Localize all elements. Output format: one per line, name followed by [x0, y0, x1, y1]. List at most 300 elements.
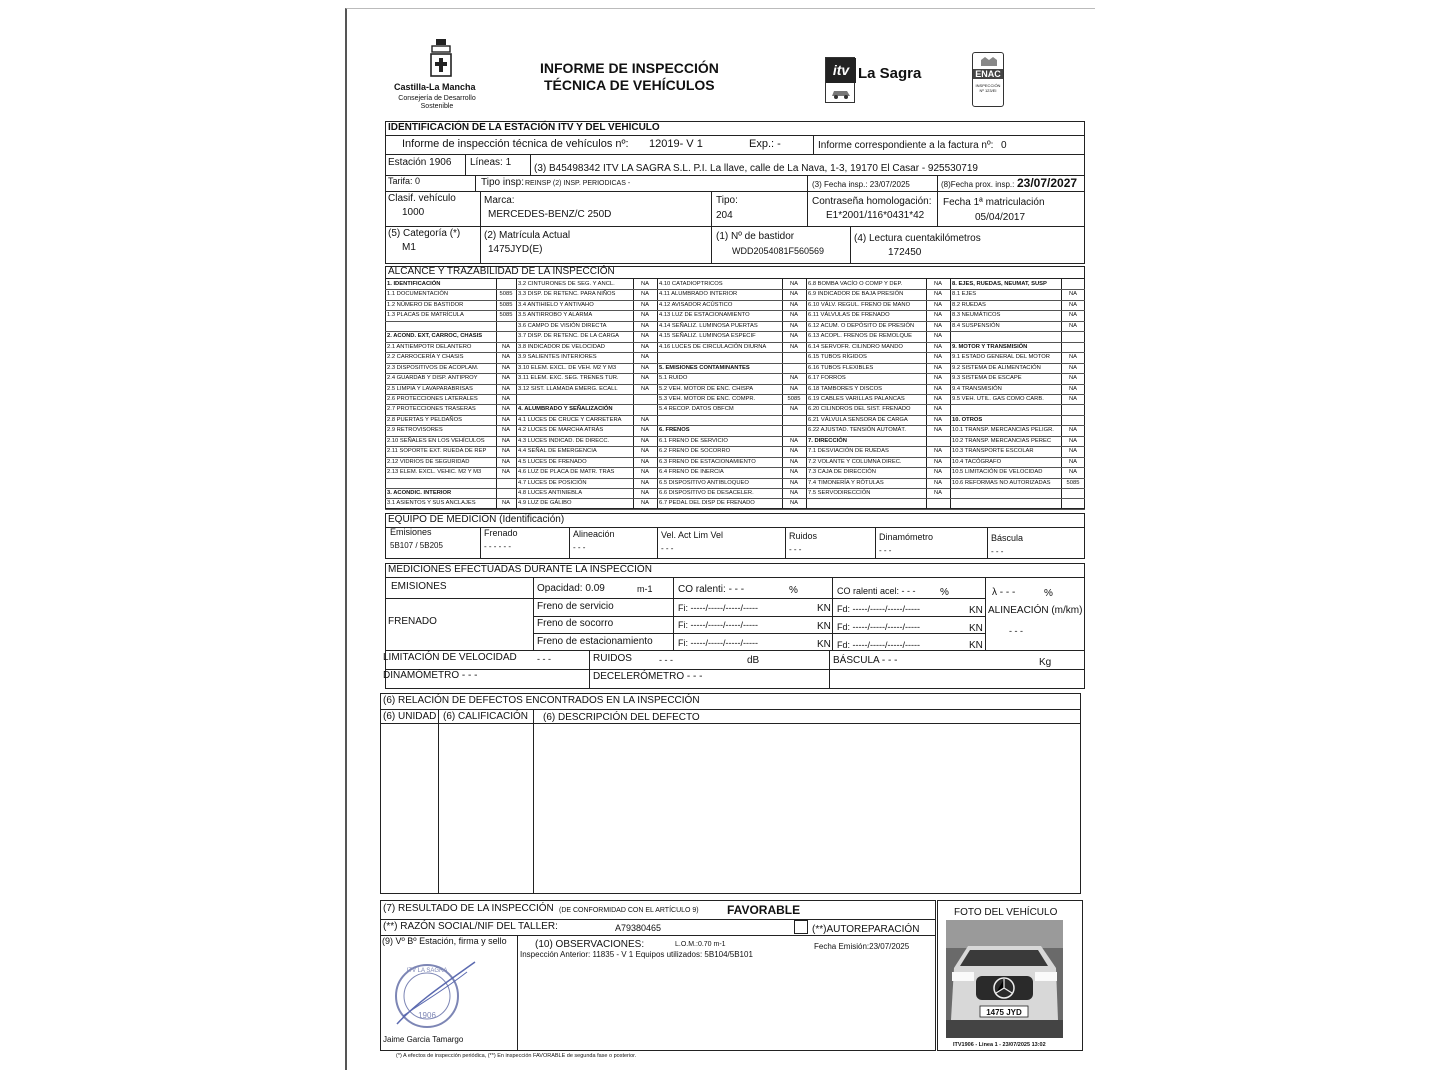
categoria-value: M1 — [402, 242, 416, 253]
alcance-item-value: NA — [1068, 312, 1078, 319]
equipo-ruidos-label: Ruidos — [789, 531, 818, 541]
alcance-item-label: 7. DIRECCIÓN — [808, 437, 847, 444]
alcance-item-value: 5085 — [499, 301, 513, 308]
alcance-item-label: 6.18 TAMBORES Y DISCOS — [808, 385, 882, 392]
tipo-insp: REINSP (2) INSP. PERIODICAS - — [525, 180, 631, 187]
alcance-item-value: NA — [789, 322, 799, 329]
alcance-item-value: NA — [933, 458, 943, 465]
alcance-item-label: 3.2 CINTURONES DE SEG. Y ANCL. — [518, 281, 615, 287]
plate-text: 1475 JYD — [986, 1008, 1022, 1017]
alcance-heading: ALCANCE Y TRAZABILIDAD DE LA INSPECCIÓN — [388, 266, 615, 277]
alcance-item-value: NA — [501, 469, 511, 476]
alcance-item-label: 6.12 ACUM. O DEPÓSITO DE PRESIÓN — [808, 322, 915, 329]
alcance-item-label: 4.5 LUCES DE FRENADO — [518, 458, 587, 465]
alcance-item-value: NA — [933, 343, 943, 350]
alcance-item-value: NA — [501, 343, 511, 350]
alcance-item-value: NA — [1068, 291, 1078, 298]
freno-servicio-fi-unit: KN — [817, 603, 831, 614]
lom-value: L.O.M.:0.70 m-1 — [675, 941, 726, 948]
alcance-item-label: 2.8 PUERTAS Y PELDAÑOS — [387, 416, 462, 423]
alcance-item-value: NA — [789, 333, 799, 340]
alcance-item-label: 1.2 NÚMERO DE BASTIDOR — [387, 301, 464, 308]
freno-socorro: Freno de socorro — [537, 618, 614, 629]
alcance-item-label: 8.1 EJES — [952, 291, 977, 298]
tipo-insp-label: Tipo insp: — [481, 177, 524, 188]
ruidos-unit: dB — [747, 655, 760, 666]
alcance-item-label: 4.9 LUZ DE GÁLIBO — [518, 500, 572, 507]
alcance-item-label: 6.22 AJUSTAD. TENSIÓN AUTOMÁT. — [808, 427, 906, 434]
alcance-item-value: NA — [640, 354, 650, 361]
region-department: Consejería de Desarrollo Sostenible — [398, 95, 476, 111]
alcance-item-label: 6.17 FORROS — [808, 375, 846, 382]
alcance-item-label: 9.1 ESTADO GENERAL DEL MOTOR — [952, 354, 1050, 361]
tipo-value: 204 — [716, 210, 733, 221]
alcance-item-label: 9.2 SISTEMA DE ALIMENTACIÓN — [952, 364, 1041, 371]
alcance-item-value: NA — [501, 458, 511, 465]
co-ralenti: CO ralenti: - - - — [678, 584, 745, 595]
alcance-item-label: 9.4 TRANSMISIÓN — [952, 385, 1002, 392]
freno-socorro-fi-unit: KN — [817, 621, 831, 632]
resultado-value: FAVORABLE — [727, 903, 801, 917]
alcance-item-label: 4.13 LUZ DE ESTACIONAMIENTO — [659, 312, 750, 319]
alcance-item-label: 5.4 RECOP. DATOS OBFCM — [659, 406, 734, 413]
bastidor-value: WDD2054081F560569 — [732, 246, 825, 256]
alcance-item-value: NA — [640, 500, 650, 507]
co-ralenti-acel: CO ralenti acel: - - - — [837, 586, 916, 596]
alcance-item-value: 5085 — [499, 291, 513, 298]
alcance-item-value: NA — [501, 437, 511, 444]
alcance-item-label: 10. OTROS — [952, 416, 983, 423]
equipo-emisiones: 5B107 / 5B205 — [390, 541, 443, 550]
report-title-line2: TÉCNICA DE VEHÍCULOS — [544, 77, 715, 93]
alcance-item-label: 4. ALUMBRADO Y SEÑALIZACIÓN — [518, 406, 613, 413]
autoreparacion-label: (**)AUTOREPARACIÓN — [812, 924, 920, 935]
alcance-item-label: 10.3 TRANSPORTE ESCOLAR — [952, 448, 1034, 455]
alcance-item-label: 3.1 ASIENTOS Y SUS ANCLAJES — [387, 500, 476, 507]
alcance-item-label: 6.21 VÁLVULA SENSORA DE CARGA — [808, 416, 908, 423]
foto-label: FOTO DEL VEHÍCULO — [954, 907, 1058, 918]
alcance-item-value: NA — [789, 469, 799, 476]
resultado-articulo: (DE CONFORMIDAD CON EL ARTÍCULO 9) — [559, 907, 699, 914]
alcance-item-value: NA — [1068, 469, 1078, 476]
vehicle-photo — [946, 920, 1063, 1038]
alcance-item-value: NA — [1068, 354, 1078, 361]
equipo-frenado-label: Frenado — [484, 528, 518, 538]
alcance-item-value: NA — [789, 343, 799, 350]
alcance-item-label: 7.5 SERVODIRECCIÓN — [808, 490, 871, 496]
alcance-item-label: 6.4 FRENO DE INERCIA — [659, 469, 724, 476]
lambda-unit: % — [1044, 588, 1053, 599]
station-brand: La Sagra — [858, 65, 922, 82]
alcance-item-label: 10.2 TRANSP. MERCANCIAS PEREC — [952, 437, 1052, 444]
alcance-item-value: NA — [789, 490, 799, 496]
alcance-item-label: 4.4 SEÑAL DE EMERGENCIA — [518, 448, 597, 455]
equipo-bascula-label: Báscula — [991, 533, 1024, 543]
alcance-item-label: 2.10 SEÑALES EN LOS VEHÍCULOS — [387, 437, 485, 444]
freno-socorro-fd-unit: KN — [969, 623, 983, 634]
alcance-item-label: 5.3 VEH. MOTOR DE ENC. COMPR. — [659, 395, 756, 402]
alcance-item-label: 4.14 SEÑALIZ. LUMINOSA PUERTAS — [659, 322, 758, 329]
castilla-la-mancha-crest-icon — [427, 37, 455, 81]
alcance-item-value: NA — [1068, 322, 1078, 329]
equipo-heading: EQUIPO DE MEDICIÓN (Identificación) — [388, 514, 565, 525]
alcance-item-label: 3.12 SIST. LLAMADA EMERG. ECALL — [518, 385, 618, 392]
inspeccion-anterior: Inspección Anterior: 11835 - V 1 Equipos utilizados: 5B104/5B101 — [520, 950, 753, 959]
alcance-item-label: 3.4 ANTIHIELO Y ANTIVAHO — [518, 301, 594, 308]
alcance-item-label: 4.3 LUCES INDICAD. DE DIRECC. — [518, 437, 610, 444]
alcance-item-value: NA — [1068, 301, 1078, 308]
alcance-item-value: NA — [640, 448, 650, 455]
alcance-item-label: 3.5 ANTIRROBO Y ALARMA — [518, 312, 593, 319]
alcance-item-label: 6.2 FRENO DE SOCORRO — [659, 448, 731, 455]
alcance-item-label: 6.15 TUBOS RÍGIDOS — [808, 354, 867, 361]
alcance-item-value: NA — [933, 385, 943, 392]
alcance-item-label: 9.3 SISTEMA DE ESCAPE — [952, 375, 1022, 382]
alcance-item-value: NA — [640, 291, 650, 298]
alcance-item-label: 2.12 VIDRIOS DE SEGURIDAD — [387, 458, 470, 465]
alcance-item-label: 3.8 INDICADOR DE VELOCIDAD — [518, 343, 605, 350]
alcance-item-label: 6.8 BOMBA VACÍO O COMP Y DEP. — [808, 281, 903, 287]
alcance-item-value: NA — [933, 312, 943, 319]
alcance-item-value: NA — [933, 354, 943, 361]
alcance-item-label: 8. EJES, RUEDAS, NEUMAT, SUSP — [952, 281, 1047, 287]
alcance-item-label: 6.10 VÁLV. REGUL. FRENO DE MANO — [808, 301, 911, 308]
lines: Líneas: 1 — [470, 157, 512, 168]
firmante: Jaime Garcia Tamargo — [383, 1035, 464, 1044]
alcance-item-value: NA — [933, 427, 943, 434]
alcance-item-label: 1.1 DOCUMENTACIÓN — [387, 291, 449, 298]
fecha-emision: Fecha Emisión:23/07/2025 — [814, 942, 910, 951]
freno-estacionamiento-fd-unit: KN — [969, 640, 983, 651]
alcance-item-value: NA — [789, 479, 799, 486]
alcance-item-value: NA — [1068, 448, 1078, 455]
inspection-report-page — [345, 8, 1095, 1070]
alcance-item-label: 6.3 FRENO DE ESTACIONAMIENTO — [659, 458, 756, 465]
alcance-item-value: NA — [1068, 427, 1078, 434]
alcance-item-label: 4.7 LUCES DE POSICIÓN — [518, 479, 587, 486]
equipo-dinamometro: - - - — [879, 546, 892, 555]
alcance-item-value: NA — [933, 416, 943, 423]
fecha-prox-label: (8)Fecha prox. insp.: — [941, 180, 1015, 189]
alcance-item-value: NA — [789, 312, 799, 319]
alcance-item-value: NA — [640, 301, 650, 308]
alcance-item-label: 4.12 AVISADOR ACÚSTICO — [659, 301, 733, 308]
alcance-item-value: NA — [933, 322, 943, 329]
fecha-prox: 23/07/2027 — [1017, 176, 1078, 190]
alcance-item-label: 4.2 LUCES DE MARCHA ATRÁS — [518, 427, 604, 434]
alcance-item-label: 7.4 TIMONERÍA Y RÓTULAS — [808, 479, 884, 486]
contrasena-label: Contraseña homologación: — [812, 196, 932, 207]
alcance-item-value: NA — [501, 416, 511, 423]
alcance-item-value: NA — [1068, 458, 1078, 465]
alcance-item-value: NA — [933, 375, 943, 382]
alcance-item-value: NA — [789, 448, 799, 455]
alcance-item-value: NA — [789, 437, 799, 444]
alcance-item-value: NA — [933, 469, 943, 476]
alcance-item-label: 3.11 ELEM. EXC. SEG. TRENES TUR. — [518, 375, 619, 382]
equipo-alineacion-label: Alineación — [573, 529, 615, 539]
alcance-item-label: 4.6 LUZ DE PLACA DE MATR. TRAS — [518, 469, 615, 476]
region-name: Castilla-La Mancha — [394, 82, 476, 92]
alcance-item-label: 6.20 CILINDROS DEL SIST. FRENADO — [808, 406, 911, 413]
marca-label: Marca: — [484, 195, 515, 206]
tarifa: Tarifa: 0 — [388, 176, 421, 186]
mediciones-heading: MEDICIONES EFECTUADAS DURANTE LA INSPECCIÓN — [388, 564, 652, 575]
alcance-item-label: 3.10 ELEM. EXCL. DE VEH. M2 Y M3 — [518, 364, 617, 371]
alcance-item-label: 6.19 CABLES VARILLAS PALANCAS — [808, 395, 905, 402]
clasif-value: 1000 — [402, 207, 425, 218]
lambda: λ - - - — [992, 587, 1016, 598]
enac-label: ENAC — [973, 69, 1003, 79]
alcance-item-value: NA — [789, 406, 799, 413]
alcance-item-value: NA — [640, 312, 650, 319]
alcance-item-value: 5085 — [499, 312, 513, 319]
equipo-velocidad-label: Vel. Act Lim Vel — [661, 530, 724, 540]
matriculacion-label: Fecha 1ª matriculación — [943, 197, 1045, 208]
ruidos-label: RUIDOS — [593, 653, 632, 664]
station-stamp — [389, 954, 479, 1034]
enac-crest-icon — [979, 55, 999, 67]
alcance-item-label: 2.7 PROTECCIONES TRASERAS — [387, 406, 476, 413]
km-value: 172450 — [888, 247, 922, 258]
alcance-item-label: 9.5 VEH. UTIL. GAS COMO CARB. — [952, 395, 1044, 402]
observaciones-label: (10) OBSERVACIONES: — [535, 939, 645, 950]
alcance-item-value: NA — [640, 343, 650, 350]
equipo-velocidad: - - - — [661, 544, 674, 553]
alcance-item-label: 6.7 PEDAL DEL DISP DE FRENADO — [659, 500, 755, 507]
alcance-item-value: NA — [789, 500, 799, 507]
fecha-insp: (3) Fecha insp.: 23/07/2025 — [812, 180, 910, 189]
footnote: (*) A efectos de inspección periódica, (**) En inspección FAVORABLE de segunda fase o posterior. — [396, 1053, 637, 1059]
marca-value: MERCEDES-BENZ/C 250D — [488, 209, 612, 220]
alcance-item-label: 10.4 TACÓGRAFO — [952, 458, 1002, 465]
tipo-label: Tipo: — [716, 195, 738, 206]
emisiones-label: EMISIONES — [391, 581, 447, 592]
limitacion-value: - - - — [537, 654, 551, 664]
defectos-descripcion-header: (6) DESCRIPCIÓN DEL DEFECTO — [543, 712, 700, 723]
ruidos-value: - - - — [659, 655, 673, 665]
resultado-label: (7) RESULTADO DE LA INSPECCIÓN — [383, 903, 554, 914]
dinamometro-label: DINAMÓMETRO - - - — [383, 670, 478, 681]
alcance-item-label: 5.2 VEH. MOTOR DE ENC. CHISPA — [659, 385, 754, 392]
alcance-item-label: 2. ACOND. EXT, CARROC, CHASIS — [387, 333, 483, 340]
alcance-item-label: 6.14 SERVOFR. CILINDRO MANDO — [808, 343, 903, 350]
taller-label: (**) RAZÓN SOCIAL/NIF DEL TALLER: — [383, 921, 558, 932]
alcance-item-value: NA — [789, 385, 799, 392]
alcance-item-label: 6.5 DISPOSITIVO ANTIBLOQUEO — [659, 479, 749, 486]
opacidad-unit: m-1 — [637, 584, 653, 594]
alcance-item-value: NA — [640, 375, 650, 382]
bastidor-label: (1) Nº de bastidor — [716, 231, 795, 242]
alcance-item-label: 2.6 PROTECCIONES LATERALES — [387, 395, 478, 402]
enac-small-text: INSPECCIÓN Nº 123/EI — [975, 83, 1001, 93]
co-ralenti-unit: % — [789, 585, 798, 596]
station-number: Estación 1906 — [388, 157, 452, 168]
freno-estacionamiento-fd: Fd: -----/-----/-----/----- — [837, 640, 920, 650]
matricula-label: (2) Matrícula Actual — [484, 230, 571, 241]
alcance-item-value: NA — [1068, 375, 1078, 382]
alcance-item-value: NA — [933, 281, 943, 287]
alcance-item-label: 6. FRENOS — [659, 427, 690, 434]
alcance-item-value: NA — [933, 291, 943, 298]
alcance-item-value: NA — [501, 354, 511, 361]
alcance-item-label: 8.3 NEUMÁTICOS — [952, 312, 1001, 319]
frenado-label: FRENADO — [388, 616, 437, 627]
station-operator: (3) B45498342 ITV LA SAGRA S.L. P.I. La llave, calle de La Nava, 1-3, 19170 El Casar - 925530719 — [534, 163, 978, 174]
freno-estacionamiento: Freno de estacionamiento — [537, 636, 653, 647]
alcance-item-label: 7.2 VOLANTE Y COLUMNA DIREC. — [808, 458, 902, 465]
alcance-item-label: 9. MOTOR Y TRANSMISIÓN — [952, 343, 1028, 350]
alcance-item-label: 5.1 RUIDO — [659, 375, 688, 382]
stamp-text: ITV LA SAGRA — [406, 968, 448, 974]
alcance-item-value: NA — [789, 291, 799, 298]
alcance-item-label: 7.1 DESVIACIÓN DE RUEDAS — [808, 448, 889, 455]
bascula-label: BÁSCULA - - - — [833, 655, 898, 666]
freno-socorro-fd: Fd: -----/-----/-----/----- — [837, 622, 920, 632]
alcance-item-value: NA — [1068, 364, 1078, 371]
alcance-item-value: 5085 — [787, 395, 801, 402]
limitacion-label: LIMITACIÓN DE VELOCIDAD — [383, 652, 517, 663]
alcance-item-value: NA — [501, 364, 511, 371]
alcance-item-label: 2.11 SOPORTE EXT. RUEDA DE REP — [387, 448, 487, 455]
defectos-unidad-header: (6) UNIDAD — [383, 711, 437, 722]
alcance-item-label: 6.13 ACOPL. FRENOS DE REMOLQUE — [808, 333, 913, 340]
alineacion-value: - - - — [1009, 626, 1023, 636]
co-acel-unit: % — [940, 587, 949, 598]
equipo-ruidos: - - - — [789, 545, 802, 554]
equipo-bascula: - - - — [991, 547, 1004, 556]
alcance-item-value: NA — [501, 448, 511, 455]
equipo-frenado: - - - - - - — [484, 542, 512, 551]
matriculacion-value: 05/04/2017 — [975, 212, 1026, 223]
freno-servicio-fi: Fi: -----/-----/-----/----- — [678, 603, 758, 613]
alcance-item-value: 5085 — [1066, 479, 1080, 486]
freno-estacionamiento-fi-unit: KN — [817, 639, 831, 650]
alcance-item-value: NA — [501, 406, 511, 413]
contrasena-value: E1*2001/116*0431*42 — [826, 210, 925, 221]
alcance-item-value: NA — [640, 416, 650, 423]
alcance-item-label: 8.2 RUEDAS — [952, 301, 986, 308]
alcance-item-label: 4.10 CATADIOPTRICOS — [659, 281, 723, 287]
alcance-item-value: NA — [640, 281, 650, 287]
alcance-item-label: 4.1 LUCES DE CRUCE Y CARRETERA — [518, 416, 622, 423]
alcance-item-value: NA — [1068, 437, 1078, 444]
freno-socorro-fi: Fi: -----/-----/-----/----- — [678, 620, 758, 630]
alcance-item-value: NA — [501, 385, 511, 392]
invoice-number: 0 — [1001, 140, 1007, 151]
alcance-item-value: NA — [501, 500, 511, 507]
alcance-item-value: NA — [640, 479, 650, 486]
alcance-item-label: 10.1 TRANSP. MERCANCIAS PELIGR. — [952, 427, 1054, 434]
alcance-item-value: NA — [640, 437, 650, 444]
alcance-item-value: NA — [933, 333, 943, 340]
alineacion-label: ALINEACIÓN (m/km) — [988, 605, 1083, 616]
categoria-label: (5) Categoría (*) — [388, 228, 461, 239]
defectos-calificacion-header: (6) CALIFICACIÓN — [443, 711, 529, 722]
alcance-item-value: NA — [789, 281, 799, 287]
alcance-item-label: 2.5 LIMPIA Y LAVAPARABRISAS — [387, 385, 473, 392]
alcance-item-value: NA — [933, 448, 943, 455]
alcance-item-value: NA — [789, 375, 799, 382]
alcance-item-label: 6.6 DISPOSITIVO DE DESACELER. — [659, 490, 754, 496]
alcance-item-label: 6.1 FRENO DE SERVICIO — [659, 437, 728, 444]
equipo-alineacion: - - - — [573, 543, 586, 552]
alcance-item-label: 2.1 ANTIEMPOTR DELANTERO — [387, 343, 472, 350]
foto-caption: ITV1906 - Linea 1 - 23/07/2025 13:02 — [953, 1042, 1046, 1048]
alcance-item-label: 4.8 LUCES ANTINIEBLA — [518, 490, 583, 496]
bascula-unit: Kg — [1039, 657, 1052, 668]
alcance-item-value: NA — [640, 322, 650, 329]
alcance-item-label: 2.2 CARROCERÍA Y CHASIS — [387, 354, 464, 361]
alcance-item-label: 2.3 DISPOSITIVOS DE ACOPLAM. — [387, 364, 479, 371]
alcance-item-label: 2.13 ELEM. EXCL. VEHIC. M2 Y M3 — [387, 469, 482, 476]
alcance-item-label: 10.6 REFORMAS NO AUTORIZADAS — [952, 479, 1051, 486]
matricula-value: 1475JYD(E) — [488, 244, 543, 255]
itv-logo-text: itv — [826, 58, 856, 83]
freno-servicio-fd: Fd: -----/-----/-----/----- — [837, 604, 920, 614]
alcance-item-label: 1. IDENTIFICACIÓN — [387, 281, 441, 287]
alcance-item-label: 8.4 SUSPENSIÓN — [952, 322, 1000, 329]
alcance-item-label: 7.3 CAJA DE DIRECCIÓN — [808, 469, 876, 476]
alcance-item-label: 4.11 ALUMBRADO INTERIOR — [659, 291, 738, 298]
alcance-item-value: NA — [501, 395, 511, 402]
alcance-item-value: NA — [789, 301, 799, 308]
defectos-heading: (6) RELACIÓN DE DEFECTOS ENCONTRADOS EN LA INSPECCIÓN — [383, 695, 700, 706]
enac-logo — [972, 52, 1004, 107]
alcance-item-label: 3. ACONDIC. INTERIOR — [387, 490, 452, 496]
alcance-item-value: NA — [789, 458, 799, 465]
alcance-item-label: 3.3 DISP. DE RETENC. PARA NIÑOS — [518, 291, 616, 298]
alcance-item-value: NA — [933, 395, 943, 402]
alcance-item-value: NA — [640, 469, 650, 476]
clasif-label: Clasif. vehículo — [388, 193, 456, 204]
alcance-item-label: 6.9 INDICADOR DE BAJA PRESIÓN — [808, 291, 904, 298]
taller-value: A79380465 — [615, 923, 662, 933]
firma-label: (9) Vº Bº Estación, firma y sello — [382, 936, 507, 946]
alcance-item-label: 2.4 GUARDAB Y DISP. ANTIPROY — [387, 375, 478, 382]
freno-estacionamiento-fi: Fi: -----/-----/-----/----- — [678, 638, 758, 648]
alcance-item-value: NA — [933, 406, 943, 413]
decelerometro-label: DECELERÓMETRO - - - — [593, 671, 703, 682]
stamp-number: 1906 — [418, 1011, 436, 1020]
alcance-item-label: 3.6 CAMPO DE VISIÓN DIRECTA — [518, 322, 607, 329]
alcance-item-value: NA — [933, 301, 943, 308]
freno-servicio-fd-unit: KN — [969, 605, 983, 616]
identification-heading: IDENTIFICACIÓN DE LA ESTACIÓN ITV Y DEL VEHÍCULO — [388, 122, 660, 133]
alcance-item-label: 6.16 TUBOS FLEXIBLES — [808, 364, 874, 371]
alcance-item-value: NA — [640, 385, 650, 392]
alcance-item-value: NA — [501, 427, 511, 434]
equipo-emisiones-label: Emisiones — [390, 527, 432, 537]
freno-servicio: Freno de servicio — [537, 601, 614, 612]
alcance-item-label: 6.11 VÁLVULAS DE FRENADO — [808, 312, 890, 319]
alcance-item-value: NA — [640, 458, 650, 465]
equipo-dinamometro-label: Dinamómetro — [879, 532, 934, 542]
autoreparacion-checkbox[interactable] — [794, 920, 808, 934]
report-number-label: Informe de inspección técnica de vehículos nº: — [402, 138, 629, 150]
alcance-item-value: NA — [933, 479, 943, 486]
alcance-item-label: 1.3 PLACAS DE MATRÍCULA — [387, 312, 464, 319]
report-title-line1: INFORME DE INSPECCIÓN — [540, 60, 719, 76]
alcance-item-value: NA — [640, 333, 650, 340]
alcance-item-value: NA — [640, 427, 650, 434]
opacidad: Opacidad: 0.09 — [537, 583, 605, 594]
invoice-label: Informe correspondiente a la factura nº: — [818, 140, 994, 151]
alcance-item-value: NA — [1068, 385, 1078, 392]
alcance-item-label: 3.7 DISP. DE RETENC. DE LA CARGA — [518, 333, 620, 340]
alcance-item-value: NA — [501, 375, 511, 382]
exp-value: Exp.: - — [749, 138, 781, 150]
